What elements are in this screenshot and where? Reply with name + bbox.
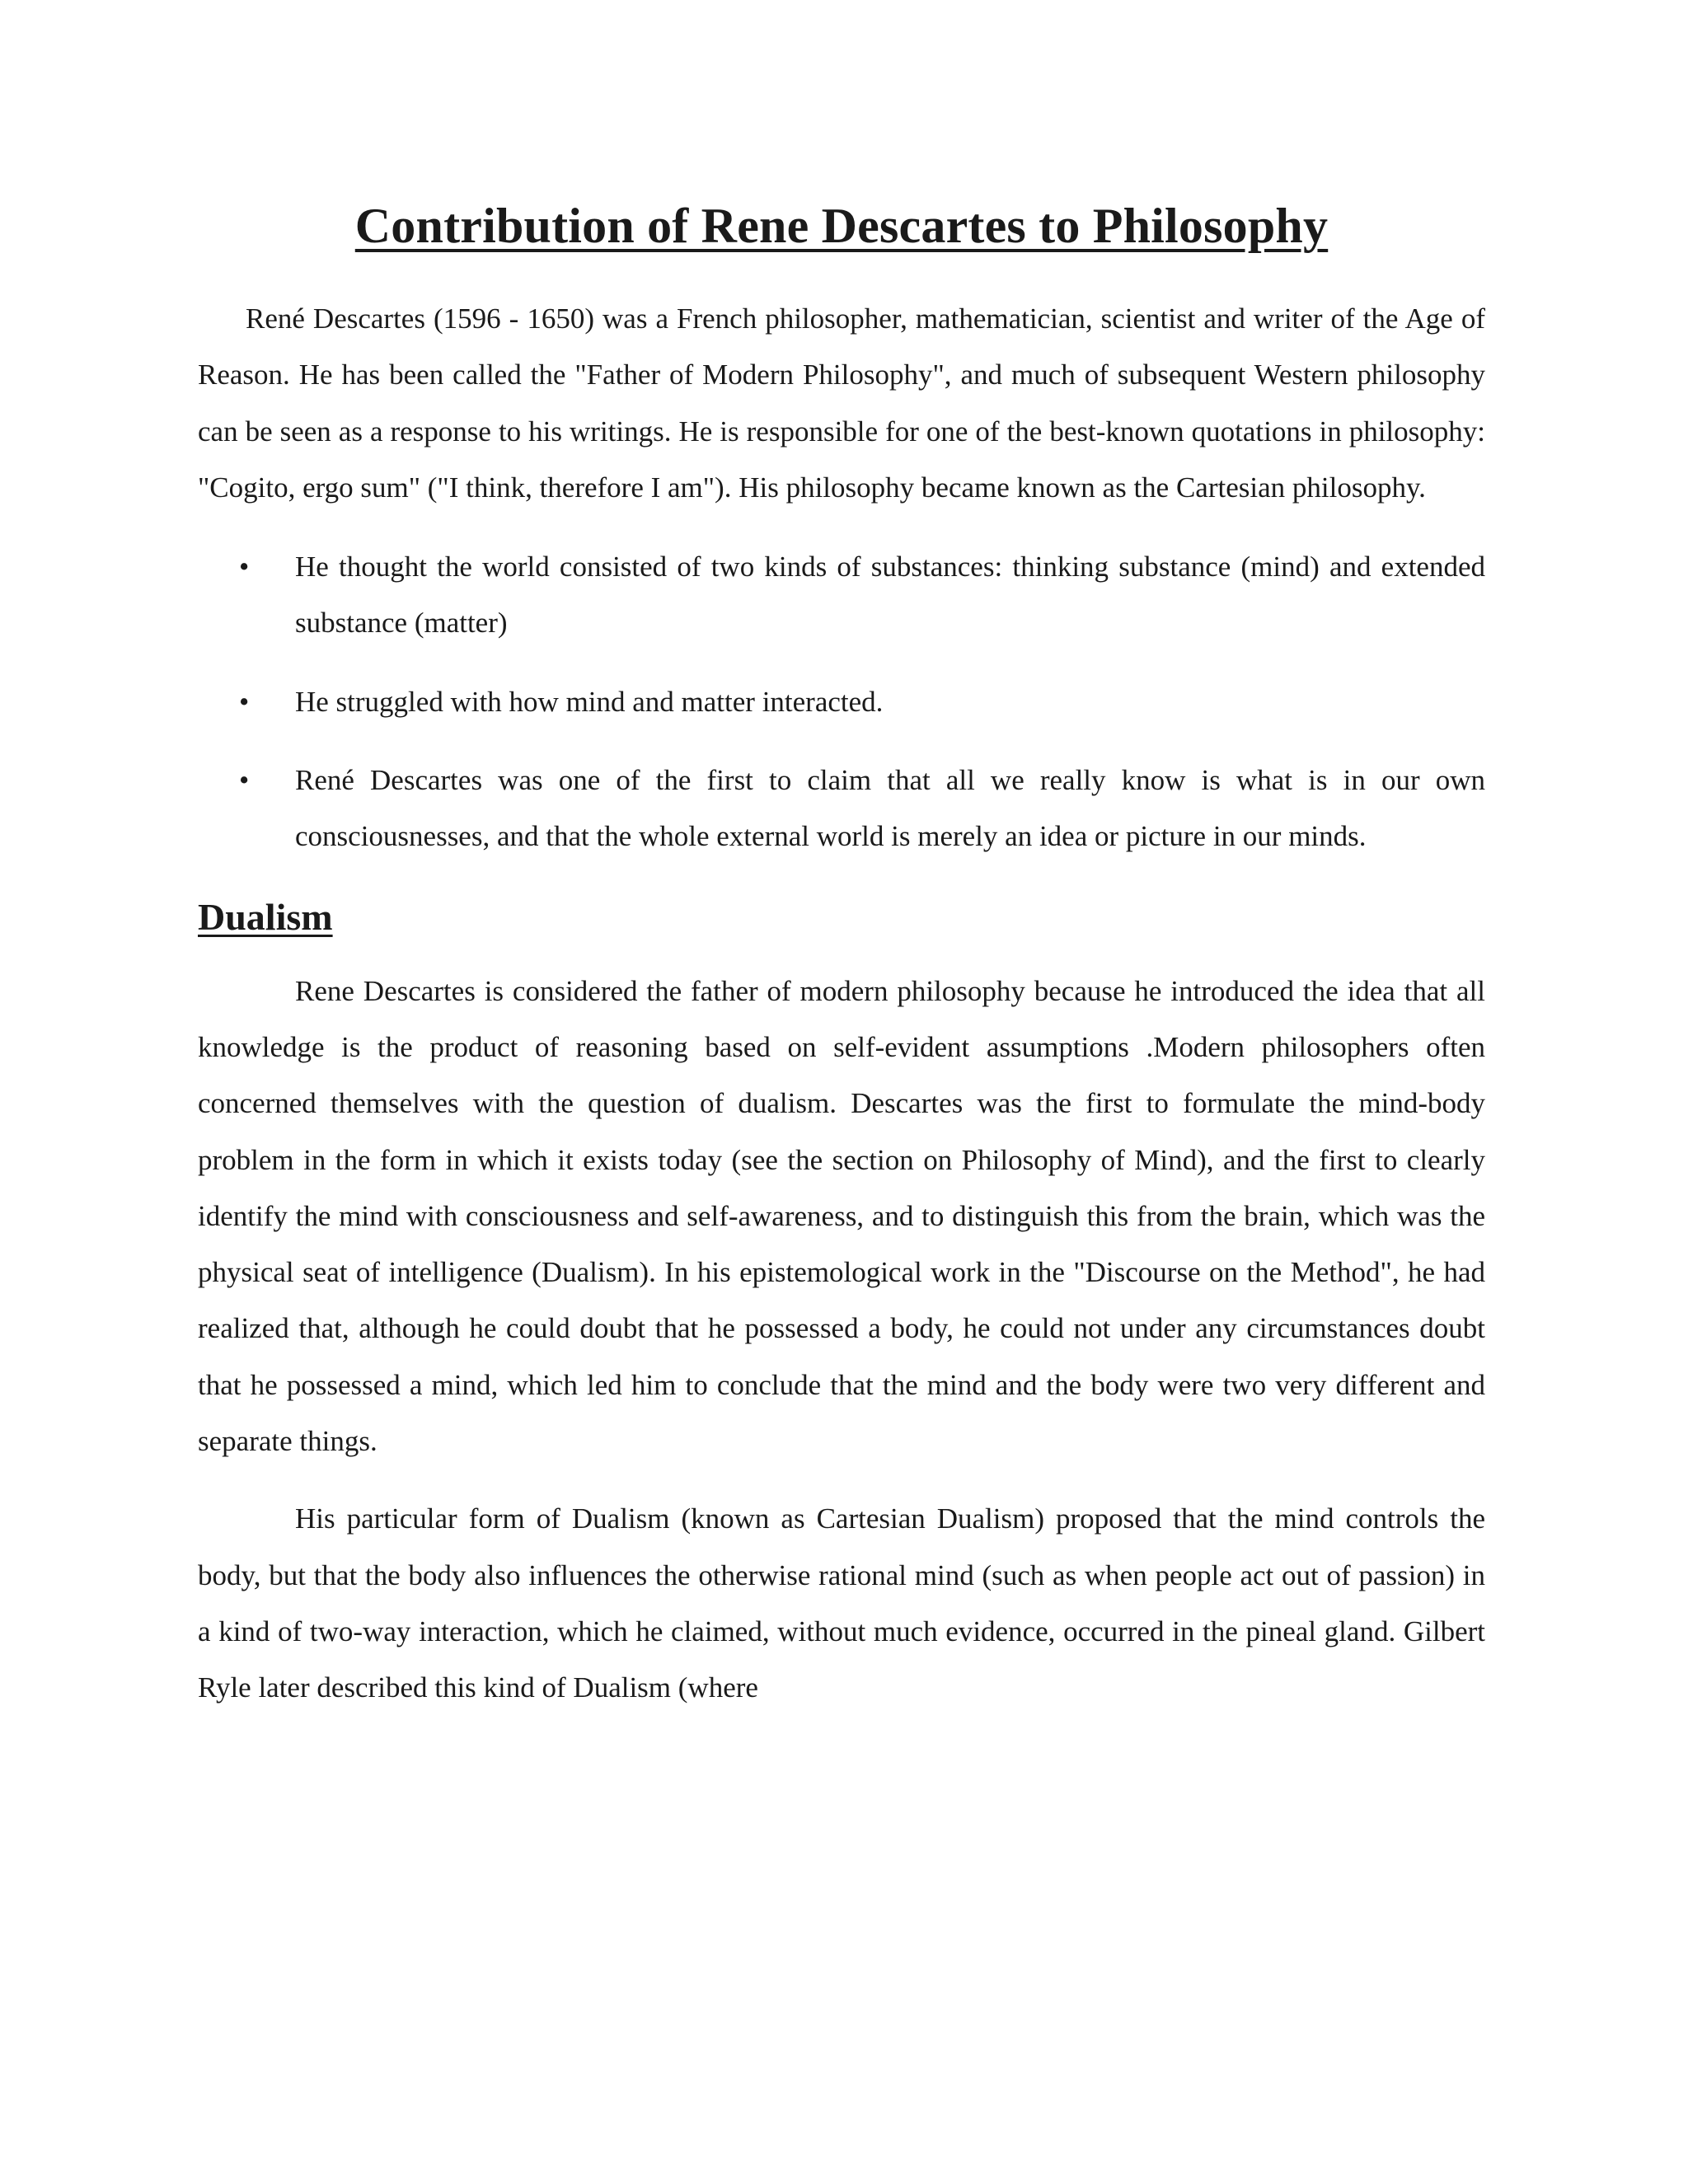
section-heading-dualism: Dualism	[198, 895, 333, 938]
dualism-paragraph: His particular form of Dualism (known as Cartesian Dualism) proposed that the mind controls the body, but that the body also influences the otherwise rational mind (such as when people act out of passion) in a kind of two-way interaction, which he claimed, without much evidence, occurred in the pineal gland. Gilbert Ryle later described this kind of Dualism (where	[198, 1502, 1485, 1704]
bullet-mark: •	[239, 551, 250, 583]
bullet-list	[198, 539, 1485, 865]
bullet-item	[198, 539, 1485, 652]
bullet-mark: •	[239, 764, 250, 797]
bullet-mark: •	[239, 685, 250, 718]
intro-paragraph: René Descartes (1596 - 1650) was a French philosopher, mathematician, scientist and writer of the Age of Reason. He has been called the "Father of Modern Philosophy", and much of subsequent Western philosophy can be seen as a response to his writings. He is responsible for one of the best-known quotations in philosophy: "Cogito, ergo sum" ("I think, therefore I am"). His philosophy became known as the Cartesian philosophy.	[198, 302, 1485, 504]
document-title: Contribution of Rene Descartes to Philosophy	[354, 199, 1329, 253]
bullet-text: René Descartes was one of the first to claim that all we really know is what is in our own consciousnesses, and that the whole external world is merely an idea or picture in our minds.	[295, 764, 1485, 853]
bullet-text: He struggled with how mind and matter interacted.	[295, 685, 884, 718]
bullet-item	[198, 752, 1485, 865]
dualism-paragraph: Rene Descartes is considered the father of modern philosophy because he introduced the idea that all knowledge is the product of reasoning based on self-evident assumptions .Modern philosophers often concerned themselves with the question of dualism. Descartes was the first to formulate the mind-body problem in the form in which it exists today (see the section on Philosophy of Mind), and the first to clearly identify the mind with consciousness and self-awareness, and to distinguish this from the brain, which was the physical seat of intelligence (Dualism). In his epistemological work in the "Discourse on the Method", he had realized that, although he could doubt that he possessed a body, he could not under any circumstances doubt that he possessed a mind, which led him to conclude that the mind and the body were two very different and separate things.	[198, 974, 1485, 1458]
bullet-item	[198, 674, 1485, 730]
bullet-text: He thought the world consisted of two kinds of substances: thinking substance (mind) and extended substance (matter)	[295, 551, 1485, 640]
